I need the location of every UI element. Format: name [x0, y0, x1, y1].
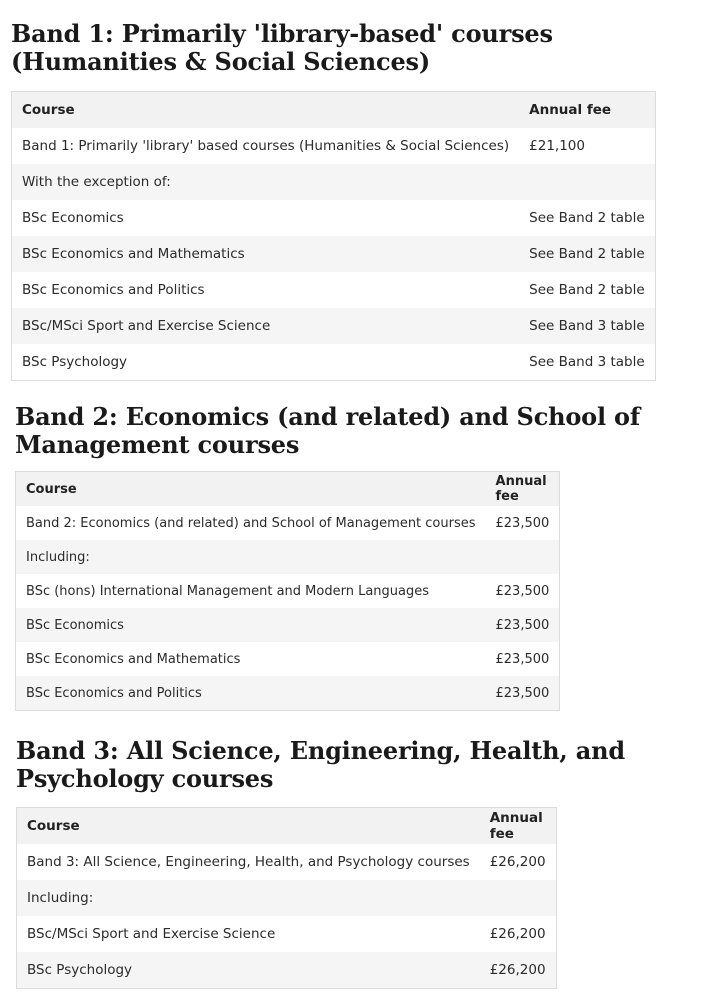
- fee-cell: [486, 540, 560, 574]
- fee-cell: £26,200: [489, 962, 546, 978]
- course-cell: Including:: [27, 890, 94, 906]
- fee-cell: See Band 3 table: [529, 354, 645, 370]
- table-row: [12, 236, 656, 272]
- fee-cell: See Band 2 table: [529, 210, 645, 226]
- fee-cell: See Band 2 table: [529, 282, 645, 298]
- course-cell: BSc Economics and Politics: [26, 685, 202, 701]
- fee-cell: £23,500: [495, 515, 550, 531]
- band-2-heading: Band 2: Economics (and related) and School of Management courses: [15, 402, 640, 459]
- fee-cell: [480, 880, 556, 916]
- band-1-section: [11, 19, 711, 370]
- fee-cell: £23,500: [495, 583, 550, 599]
- table-row: [16, 540, 560, 574]
- course-cell: Band 3: All Science, Engineering, Health, and Psychology courses: [27, 854, 470, 870]
- course-column-header: Course: [12, 92, 520, 129]
- course-cell: BSc/MSci Sport and Exercise Science: [22, 318, 271, 334]
- band-2-section: [15, 402, 715, 701]
- band-1-heading: Band 1: Primarily 'library-based' courses (Humanities & Social Sciences): [11, 19, 553, 76]
- course-cell: Band 1: Primarily 'library' based courses (Humanities & Social Sciences): [22, 138, 510, 154]
- course-cell: BSc Economics: [22, 210, 124, 226]
- table-header-row: [17, 808, 557, 845]
- band-3-fee-table: [16, 807, 557, 989]
- band-2-fee-table: [15, 471, 560, 711]
- table-row: [16, 642, 560, 676]
- annual-fee-column-header: Annual fee: [519, 92, 655, 129]
- course-cell: BSc Economics and Mathematics: [26, 651, 241, 667]
- band-3-section: [16, 736, 716, 978]
- table-row: [16, 608, 560, 642]
- fee-cell: See Band 3 table: [529, 318, 645, 334]
- table-row: [16, 676, 560, 711]
- course-cell: With the exception of:: [22, 174, 171, 190]
- annual-fee-column-header: Annual fee: [480, 808, 556, 845]
- table-row: [12, 272, 656, 308]
- table-row: [12, 128, 656, 164]
- table-row: [12, 200, 656, 236]
- fee-cell: £21,100: [529, 138, 585, 154]
- course-column-header: Course: [17, 808, 480, 845]
- table-row: [17, 880, 557, 916]
- fee-cell: See Band 2 table: [529, 246, 645, 262]
- course-cell: Including:: [26, 549, 90, 565]
- course-cell: BSc (hons) International Management and Modern Languages: [26, 583, 429, 599]
- annual-fee-column-header: Annual fee: [486, 472, 560, 507]
- table-row: [12, 164, 656, 200]
- fee-cell: £23,500: [495, 685, 550, 701]
- course-cell: BSc/MSci Sport and Exercise Science: [27, 926, 276, 942]
- course-cell: BSc Economics and Politics: [22, 282, 205, 298]
- course-cell: BSc Economics and Mathematics: [22, 246, 245, 262]
- band-3-heading: Band 3: All Science, Engineering, Health, and Psychology courses: [16, 736, 625, 793]
- fee-cell: £23,500: [495, 617, 550, 633]
- table-row: [12, 344, 656, 381]
- fee-cell: £26,200: [489, 926, 546, 942]
- table-header-row: [16, 472, 560, 507]
- table-row: [12, 308, 656, 344]
- course-cell: Band 2: Economics (and related) and School of Management courses: [26, 515, 476, 531]
- table-row: [17, 952, 557, 989]
- course-cell: BSc Psychology: [22, 354, 128, 370]
- table-row: [17, 916, 557, 952]
- band-1-fee-table: [11, 91, 656, 381]
- course-column-header: Course: [16, 472, 486, 507]
- table-row: [16, 574, 560, 608]
- course-cell: BSc Psychology: [27, 962, 133, 978]
- table-row: [17, 844, 557, 880]
- fee-cell: [519, 164, 655, 200]
- fee-cell: £23,500: [495, 651, 550, 667]
- table-row: [16, 506, 560, 540]
- fee-cell: £26,200: [489, 854, 546, 870]
- course-cell: BSc Economics: [26, 617, 124, 633]
- table-header-row: [12, 92, 656, 129]
